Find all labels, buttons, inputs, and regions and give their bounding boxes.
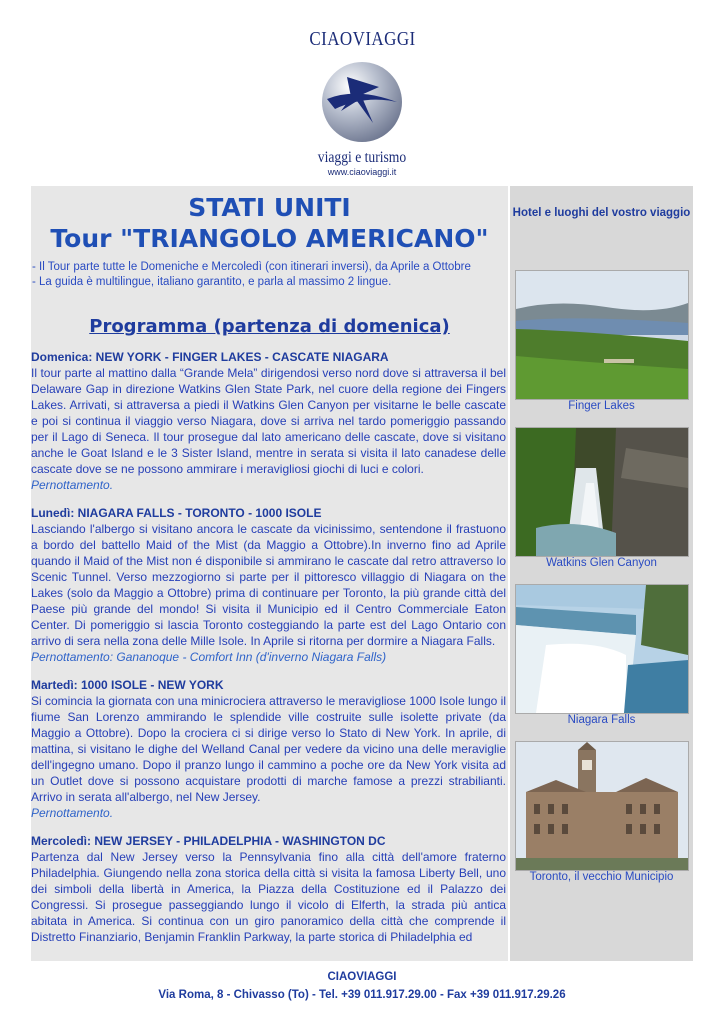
- finger-lakes-photo: [515, 270, 689, 400]
- watkins-glen-photo: [515, 427, 689, 557]
- day-overnight: Pernottamento.: [31, 806, 114, 820]
- day-section-tuesday: [31, 677, 508, 821]
- logo: [0, 28, 724, 177]
- day-title: Lunedì: NIAGARA FALLS - TORONTO - 1000 ISOLE: [31, 506, 322, 520]
- page-title: STATI UNITI: [188, 193, 351, 222]
- tour-title: Tour "TRIANGOLO AMERICANO": [50, 224, 489, 253]
- brand-url[interactable]: www.ciaoviaggi.it: [327, 167, 397, 177]
- day-overnight: Pernottamento: Gananoque - Comfort Inn (d'inverno Niagara Falls): [31, 650, 387, 664]
- brand-tagline: viaggi e turismo: [317, 149, 407, 166]
- day-title: Domenica: NEW YORK - FINGER LAKES - CASCATE NIAGARA: [31, 350, 389, 364]
- sidebar: [510, 186, 693, 961]
- niagara-falls-photo: [515, 584, 689, 714]
- photo-caption: Finger Lakes: [568, 400, 635, 412]
- day-title: Mercoledì: NEW JERSEY - PHILADELPHIA - WASHINGTON DC: [31, 834, 386, 848]
- globe-logo-icon: [317, 57, 407, 147]
- photo-caption: Niagara Falls: [567, 714, 636, 726]
- toronto-city-hall-photo: [515, 741, 689, 871]
- day-description: Si comincia la giornata con una minicrociera attraverso le meravigliose 1000 Isole lungo il fiume San Lorenzo ammirando le splendide ville costruite sulle isolette private (da Maggio a Ottobre). Dopo la crociera ci si dirige verso lo Stato di New York. In aprile, di mattina, si visitano le dighe del Welland Canal per vedere da vicino una delle meraviglie dell'ingegno umano. Dopo il pranzo lungo il cammino a poche ore da New York visita ad un Outlet dove si possono acquistare prodotti di marche famose a prezzi strabilianti. Arrivo in serata all'albergo, nel New Jersey.: [31, 694, 506, 804]
- program-heading: Programma (partenza di domenica): [89, 316, 450, 337]
- photo-caption: Watkins Glen Canyon: [546, 557, 657, 569]
- intro-line-2: - La guida è multilingue, italiano garantito, e parla al massimo 2 lingue.: [32, 276, 392, 288]
- sidebar-heading: Hotel e luoghi del vostro viaggio: [512, 207, 691, 219]
- main-content: [31, 186, 508, 961]
- day-description: Lasciando l'albergo si visitano ancora le cascate da vicinissimo, sentendone il frastuono a bordo del battello Maid of the Mist (da Maggio a Ottobre).In inverno fino ad Aprile quando il Maid of the Mist non é disponibile si ammirano le cascate dal retro attraverso lo Scenic Tunnel. Verso mezzogiorno si parte per il pittoresco villaggio di Niagara on the Lakes (solo da Maggio a Ottobre) prima di continuare per Toronto, la più grande città del Paese più grande del mondo! Si visita il Municipio ed il Centro Commerciale Eaton Center. Di pomeriggio si lascia Toronto costeggiando la parte est del Lago Ontario con arrivo di sera nella zona delle Mille Isole. In Aprile si ritorna per dormire a Niagara Falls.: [31, 522, 506, 648]
- day-title: Martedì: 1000 ISOLE - NEW YORK: [31, 678, 224, 692]
- day-section-monday: [31, 505, 508, 665]
- intro-text: [31, 254, 508, 290]
- footer: [0, 968, 724, 1004]
- day-description: Partenza dal New Jersey verso la Pennsylvania fino alla città dell'amore fraterno Philadelphia. Giungendo nella zona storica della città si visita la famosa Liberty Bell, uno dei simboli della libertà in America, la Piazza della Costituzione ed il Palazzo dei Congressi. Si prosegue passeggiando lungo il vicolo di Elferth, la strada più antica abitata in America. Si continua con un giro panoramico della città che comprende il Distretto Finanziario, Benjamin Franklin Parkway, la parte storica di Philadelphia ed: [31, 850, 506, 944]
- day-description: Il tour parte al mattino dalla “Grande Mela” dirigendosi verso nord dove si attraversa il bel Delaware Gap in direzione Watkins Glen State Park, nel cuore della regione dei Fingers Lakes. Arrivati, si attraversa a piedi il Watkins Glen Canyon per visitarne le belle cascate e poi si continua il viaggio verso Niagara, dove si arriva nel tardo pomeriggio passando per il Lago di Seneca. Il tour prosegue dal lato americano delle cascate, dove si visitano anche le Goat Island e le 3 Sister Island, mentre in serata si visita il lato canadese delle cascate dove se ne possono ammirare i meravigliosi giochi di luci e colori.: [31, 366, 506, 476]
- footer-contacts: Via Roma, 8 - Chivasso (To) - Tel. +39 011.917.29.00 - Fax +39 011.917.29.26: [158, 989, 566, 1001]
- day-section-wednesday: [31, 833, 508, 945]
- brand-name: CIAOVIAGGI: [308, 28, 416, 50]
- day-section-sunday: [31, 349, 508, 493]
- footer-brand: CIAOVIAGGI: [327, 971, 397, 983]
- day-overnight: Pernottamento.: [31, 478, 114, 492]
- intro-line-1: - Il Tour parte tutte le Domeniche e Mercoledì (con itinerari inversi), da Aprile a Ottobre: [32, 261, 471, 273]
- photo-caption: Toronto, il vecchio Municipio: [529, 871, 674, 883]
